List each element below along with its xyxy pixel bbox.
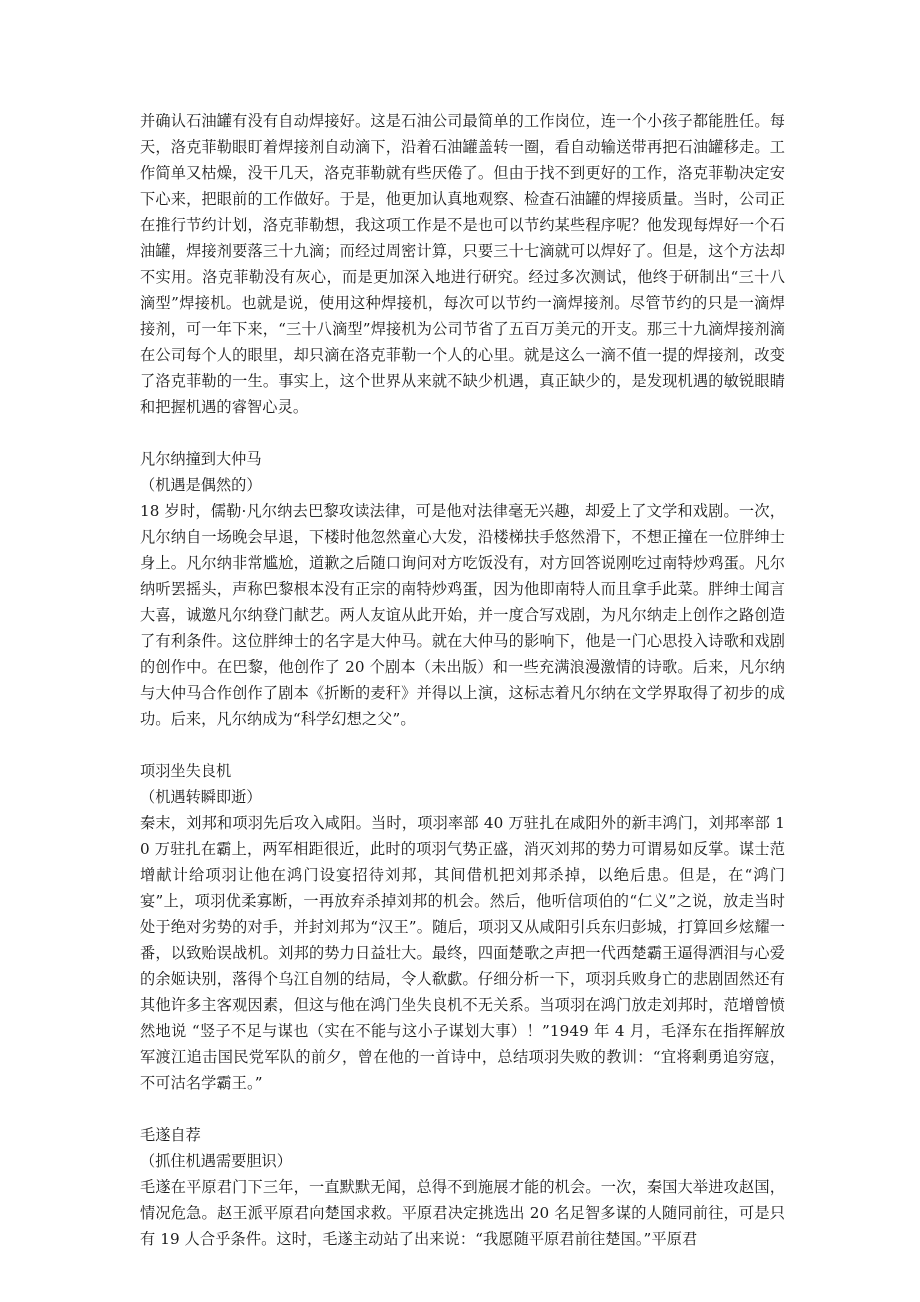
section-subtitle: （机遇是偶然的） [140,476,262,494]
section-paragraph: 秦末，刘邦和项羽先后攻入咸阳。当时，项羽率部 40 万驻扎在咸阳外的新丰鸿门，刘邦率部 10 万驻扎在霸上，两军相距很近，此时的项羽气势正盛，消灭刘邦的势力可谓易如反掌。谋士范增献计给项羽让他在鸿门设宴招待刘邦，其间借机把刘邦杀掉，以绝后患。但是，在“鸿门宴”上，项羽优柔寡断，一再放弃杀掉刘邦的机会。然后，他听信项伯的“仁义”之说，放走当时处于绝对劣势的对手，并封刘邦为“汉王”。随后，项羽又从咸阳引兵东归彭城，打算回乡炫耀一番，以致贻误战机。刘邦的势力日益壮大。最终，四面楚歌之声把一代西楚霸王逼得洒泪与心爱的余姬诀别，落得个乌江自刎的结局，令人欷歔。仔细分析一下，项羽兵败身亡的悲剧固然还有其他许多主客观因素，但这与他在鸿门坐失良机不无关系。当项羽在鸿门放走刘邦时，范增曾愤然地说 “竖子不足与谋也（实在不能与这小子谋划大事）！”1949 年 4 月，毛泽东在指挥解放军渡江追击国民党军队的前夕，曾在他的一首诗中，总结项羽失败的教训：“宜将剩勇追穷寇，不可沽名学霸王。” [140,814,785,1092]
section-paragraph: 毛遂在平原君门下三年，一直默默无闻，总得不到施展才能的机会。一次，秦国大举进攻赵国，情况危急。赵王派平原君向楚国求救。平原君决定挑选出 20 名足智多谋的人随同前往，可是只有 19 人合乎条件。这时，毛遂主动站了出来说：“我愿随平原君前往楚国。”平原君 [140,1178,785,1248]
section-title: 凡尔纳撞到大仲马 [140,450,262,468]
document-page [140,108,785,1252]
intro-paragraph: 并确认石油罐有没有自动焊接好。这是石油公司最简单的工作岗位，连一个小孩子都能胜任。每天，洛克菲勒眼盯着焊接剂自动滴下，沿着石油罐盖转一圈，看自动输送带再把石油罐移走。工作简单又枯燥，没干几天，洛克菲勒就有些厌倦了。但由于找不到更好的工作，洛克菲勒决定安下心来，把眼前的工作做好。于是，他更加认真地观察、检查石油罐的焊接质量。当时，公司正在推行节约计划，洛克菲勒想，我这项工作是不是也可以节约某些程序呢？他发现每焊好一个石油罐，焊接剂要落三十九滴；而经过周密计算，只要三十七滴就可以焊好了。但是，这个方法却不实用。洛克菲勒没有灰心，而是更加深入地进行研究。经过多次测试，他终于研制出“三十八滴型”焊接机。也就是说，使用这种焊接机，每次可以节约一滴焊接剂。尽管节约的只是一滴焊接剂，可一年下来，“三十八滴型”焊接机为公司节省了五百万美元的开支。那三十九滴焊接剂滴在公司每个人的眼里，却只滴在洛克菲勒一个人的心里。就是这么一滴不值一提的焊接剂，改变了洛克菲勒的一生。事实上，这个世界从来就不缺少机遇，真正缺少的，是发现机遇的敏锐眼睛和把握机遇的睿智心灵。 [140,112,785,416]
section-title: 项羽坐失良机 [140,762,232,780]
section-maosui [140,1122,785,1252]
section-subtitle: （抓住机遇需要胆识） [140,1152,292,1170]
section-paragraph: 18 岁时，儒勒·凡尔纳去巴黎攻读法律，可是他对法律毫无兴趣，却爱上了文学和戏剧。一次，凡尔纳自一场晚会早退，下楼时他忽然童心大发，沿楼梯扶手悠然滑下，不想正撞在一位胖绅士身上。凡尔纳非常尴尬，道歉之后随口询问对方吃饭没有，对方回答说刚吃过南特炒鸡蛋。凡尔纳听罢摇头，声称巴黎根本没有正宗的南特炒鸡蛋，因为他即南特人而且拿手此菜。胖绅士闻言大喜，诚邀凡尔纳登门献艺。两人友谊从此开始，并一度合写戏剧，为凡尔纳走上创作之路创造了有利条件。这位胖绅士的名字是大仲马。就在大仲马的影响下，他是一门心思投入诗歌和戏剧的创作中。在巴黎，他创作了 20 个剧本（未出版）和一些充满浪漫激情的诗歌。后来，凡尔纳与大仲马合作创作了剧本《折断的麦秆》并得以上演，这标志着凡尔纳在文学界取得了初步的成功。后来，凡尔纳成为“科学幻想之父”。 [140,502,785,728]
section-verne [140,446,785,732]
section-xiangyu [140,758,785,1096]
section-title: 毛遂自荐 [140,1126,201,1144]
section-subtitle: （机遇转瞬即逝） [140,788,262,806]
